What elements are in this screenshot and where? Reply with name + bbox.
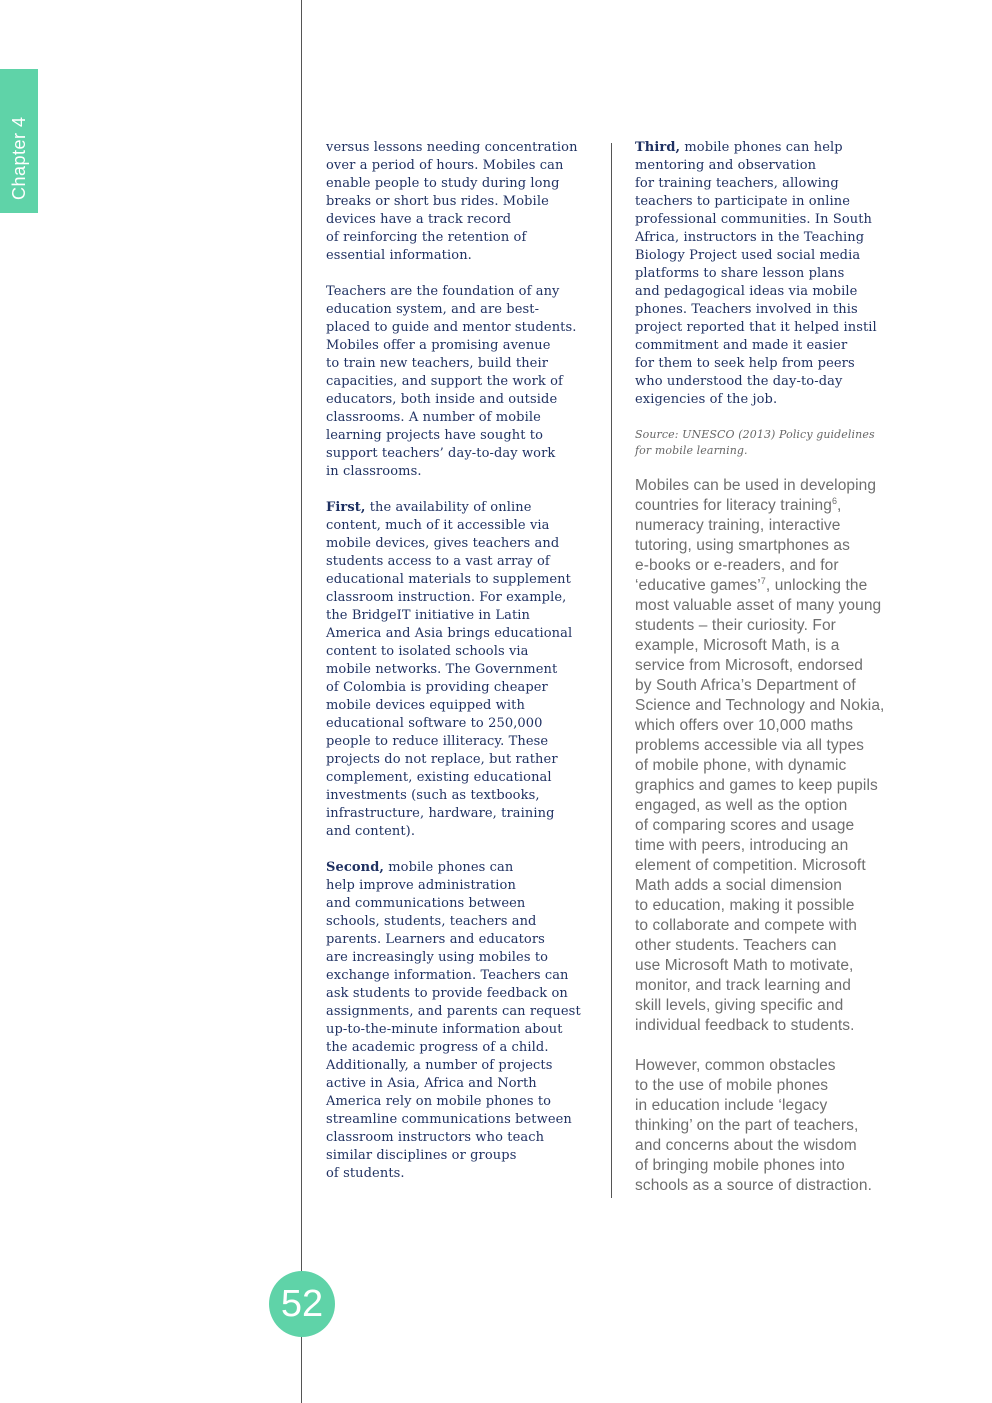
- lead-third: Third,: [635, 140, 681, 155]
- paragraph-mobiles-text-2: , numeracy training, interactive tutoring, using smartphones as e-books or e-readers, and for ‘educative games’: [635, 497, 850, 594]
- paragraph-third-text: mobile phones can help mentoring and observation for training teachers, allowing teachers to participate in online professional communities. In South Africa, instructors in the Teaching Biology Project used social media platforms to share lesson plans and pedagogical ideas via mobile phones. Teachers involved in this project reported that it helped instil commitment and made it easier for them to seek help from peers who understood the day-to-day exigencies of the job.: [635, 140, 877, 407]
- paragraph-first: [326, 499, 596, 841]
- source-citation: Source: UNESCO (2013) Policy guidelines for mobile learning.: [635, 428, 875, 457]
- left-column: [326, 139, 596, 1201]
- footnote-ref-6: 6: [831, 495, 838, 506]
- paragraph-mobiles-developing: [635, 476, 897, 1036]
- lead-first: First,: [326, 500, 366, 515]
- footnote-ref-7: 7: [760, 575, 766, 586]
- chapter-label: Chapter 4: [9, 116, 29, 200]
- paragraph-mobile-study: versus lessons needing concentration over a period of hours. Mobiles can enable people to study during long breaks or short bus rides. Mobile devices have a track record of reinforcing the retention of essential information.: [326, 140, 578, 263]
- column-divider: [611, 143, 612, 1198]
- page-number-badge: 52: [269, 1271, 335, 1337]
- paragraph-mobiles-text-1: Mobiles can be used in developing countries for literacy training: [635, 477, 877, 514]
- paragraph-third: [635, 139, 897, 409]
- paragraph-obstacles: However, common obstacles to the use of mobile phones in education include ‘legacy thinking’ on the part of teachers, and concerns about the wisdom of bringing mobile phones into schools as a source of distraction.: [635, 1057, 872, 1194]
- page-divider: [301, 0, 302, 1403]
- paragraph-second: [326, 859, 596, 1183]
- paragraph-first-text: the availability of online content, much of it accessible via mobile devices, gives teachers and students access to a vast array of educational materials to supplement classroom instruction. For example, the BridgeIT initiative in Latin America and Asia brings educational content to isolated schools via mobile networks. The Government of Colombia is providing cheaper mobile devices equipped with educational software to 250,000 people to reduce illiteracy. These projects do not replace, but rather complement, existing educational investments (such as textbooks, infrastructure, hardware, training and content).: [326, 500, 573, 839]
- right-column: [635, 139, 897, 1216]
- paragraph-teachers-foundation: Teachers are the foundation of any education system, and are best- placed to guide and mentor students. Mobiles offer a promising avenue to train new teachers, build their capacities, and support the work of educators, both inside and outside classrooms. A number of mobile learning projects have sought to support teachers’ day-to-day work in classrooms.: [326, 284, 577, 479]
- paragraph-second-text: mobile phones can help improve administration and communications between schools, students, teachers and parents. Learners and educators are increasingly using mobiles to exchange information. Teachers can ask students to provide feedback on assignments, and parents can request up-to-the-minute information about the academic progress of a child. Additionally, a number of projects active in Asia, Africa and North America rely on mobile phones to streamline communications between classroom instructors who teach similar disciplines or groups of students.: [326, 860, 581, 1181]
- paragraph-mobiles-text-3: , unlocking the most valuable asset of many young students – their curiosity. For example, Microsoft Math, is a service from Microsoft, endorsed by South Africa’s Department of Science and Technology and Nokia, which offers over 10,000 maths problems accessible via all types of mobile phone, with dynamic graphics and games to keep pupils engaged, as well as the option of comparing scores and usage time with peers, introducing an element of competition. Microsoft Math adds a social dimension to education, making it possible to collaborate and compete with other students. Teachers can use Microsoft Math to motivate, monitor, and track learning and skill levels, giving specific and individual feedback to students.: [635, 577, 885, 1034]
- lead-second: Second,: [326, 860, 385, 875]
